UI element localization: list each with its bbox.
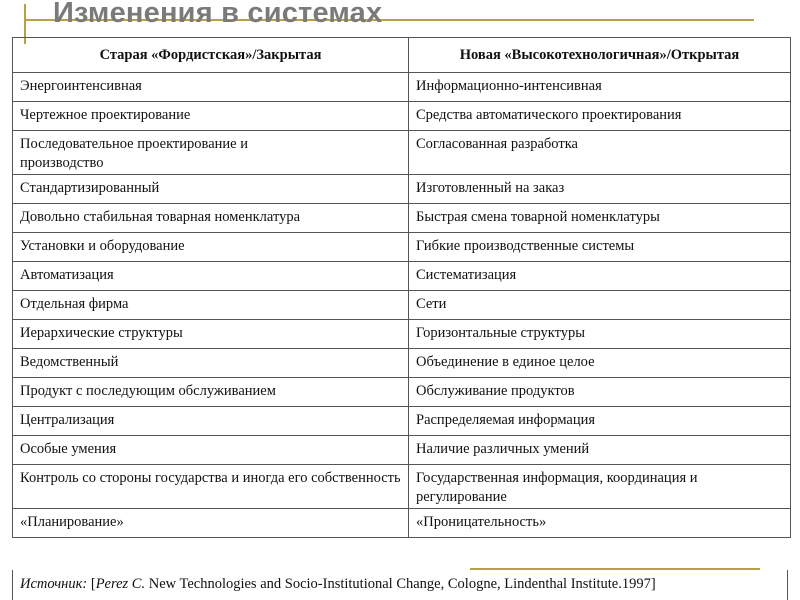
source-author: Perez C.: [95, 576, 146, 592]
cell-old: Иерархические структуры: [13, 320, 409, 349]
cell-new: Средства автоматического проектирования: [409, 102, 791, 131]
table-row: [13, 73, 791, 102]
cell-old: Чертежное проектирование: [13, 102, 409, 131]
table-header-row: [13, 38, 791, 73]
source-bracket-open: [: [87, 576, 96, 592]
table-row: [13, 175, 791, 204]
cell-old: «Планирование»: [13, 509, 409, 538]
cell-new: Распределяемая информация: [409, 407, 791, 436]
source-bracket-close: ]: [650, 576, 656, 592]
table-row: [13, 436, 791, 465]
table-row: [13, 349, 791, 378]
table-row: [13, 407, 791, 436]
source-citation: [12, 570, 788, 600]
cell-new: Объединение в единое целое: [409, 349, 791, 378]
table-row: [13, 320, 791, 349]
cell-old: Установки и оборудование: [13, 233, 409, 262]
comparison-table: [12, 37, 791, 538]
table-row: [13, 204, 791, 233]
cell-new: Систематизация: [409, 262, 791, 291]
table-row: [13, 262, 791, 291]
cell-old: Стандартизированный: [13, 175, 409, 204]
cell-old: Контроль со стороны государства и иногда его собственность: [13, 465, 409, 509]
cell-old: Автоматизация: [13, 262, 409, 291]
cell-old: Отдельная фирма: [13, 291, 409, 320]
page-title: Изменения в системах: [53, 0, 383, 29]
cell-new: Изготовленный на заказ: [409, 175, 791, 204]
table-row: [13, 291, 791, 320]
cell-new: Согласованная разработка: [409, 131, 791, 175]
cell-old: Особые умения: [13, 436, 409, 465]
header-old-system: Старая «Фордистская»/Закрытая: [13, 38, 409, 73]
table-row: [13, 233, 791, 262]
cell-new: «Проницательность»: [409, 509, 791, 538]
table-row: [13, 131, 791, 175]
table-row: [13, 509, 791, 538]
cell-old: Ведомственный: [13, 349, 409, 378]
cell-old: Энергоинтенсивная: [13, 73, 409, 102]
cell-new: Информационно-интенсивная: [409, 73, 791, 102]
cell-old: Централизация: [13, 407, 409, 436]
cell-new: Обслуживание продуктов: [409, 378, 791, 407]
source-label: Источник:: [20, 576, 88, 592]
table-row: [13, 465, 791, 509]
title-area: [0, 0, 800, 40]
table-row: [13, 102, 791, 131]
cell-new: Быстрая смена товарной номенклатуры: [409, 204, 791, 233]
cell-old: Продукт с последующим обслуживанием: [13, 378, 409, 407]
cell-old: Довольно стабильная товарная номенклатура: [13, 204, 409, 233]
cell-new: Горизонтальные структуры: [409, 320, 791, 349]
header-new-system: Новая «Высокотехнологичная»/Открытая: [409, 38, 791, 73]
table-row: [13, 378, 791, 407]
cell-old: Последовательное проектирование и производство: [13, 131, 409, 175]
cell-new: Наличие различных умений: [409, 436, 791, 465]
cell-new: Гибкие производственные системы: [409, 233, 791, 262]
cell-new: Государственная информация, координация и регулирование: [409, 465, 791, 509]
cell-new: Сети: [409, 291, 791, 320]
source-text: New Technologies and Socio-Institutional Change, Cologne, Lindenthal Institute.1997: [145, 576, 651, 592]
